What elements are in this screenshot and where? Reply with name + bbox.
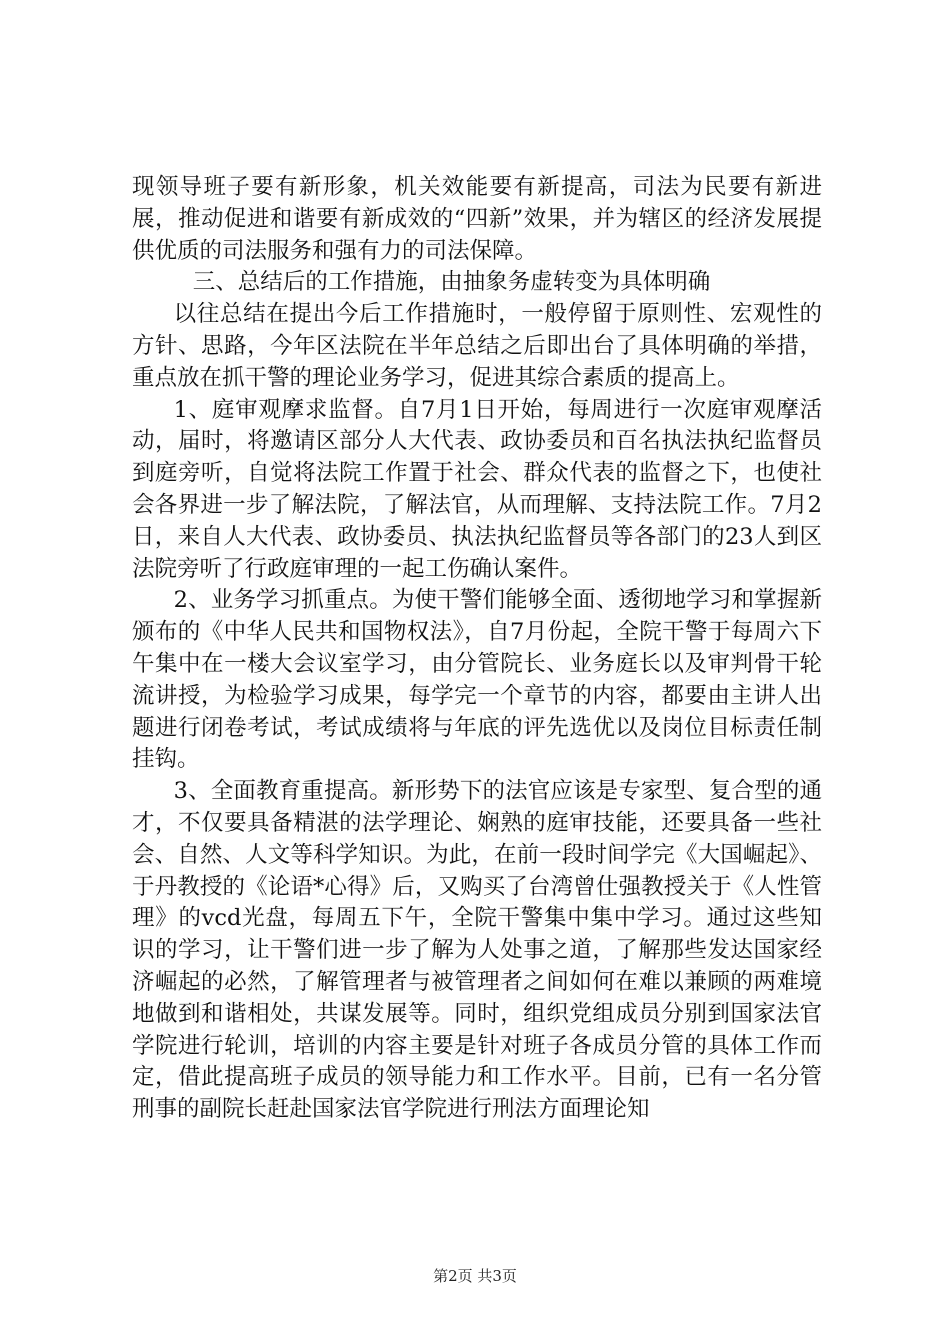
paragraph-item-1: 1、庭审观摩求监督。自7月1日开始，每周进行一次庭审观摩活动，届时，将邀请区部分人大代表、政协委员和百名执法执纪监督员到庭旁听，自觉将法院工作置于社会、群众代表的监督之下，也使社会各界进一步了解法院，了解法官，从而理解、支持法院工作。7月2日，来自人大代表、政协委员、执法执纪监督员等各部门的23人到区法院旁听了行政庭审理的一起工伤确认案件。 xyxy=(132,396,822,582)
paragraph-intro: 以往总结在提出今后工作措施时，一般停留于原则性、宏观性的方针、思路，今年区法院在半年总结之后即出台了具体明确的举措，重点放在抓干警的理论业务学习，促进其综合素质的提高上。 xyxy=(132,301,822,391)
section-heading: 三、总结后的工作措施，由抽象务虚转变为具体明确 xyxy=(192,269,711,296)
paragraph-continuation: 现领导班子要有新形象，机关效能要有新提高，司法为民要有新进展，推动促进和谐要有新成效的“四新”效果，并为辖区的经济发展提供优质的司法服务和强有力的司法保障。 xyxy=(132,174,822,264)
paragraph-item-2: 2、业务学习抓重点。为使干警们能够全面、透彻地学习和掌握新颁布的《中华人民共和国物权法》，自7月份起，全院干警于每周六下午集中在一楼大会议室学习，由分管院长、业务庭长以及审判骨干轮流讲授，为检验学习成果，每学完一个章节的内容，都要由主讲人出题进行闭卷考试，考试成绩将与年底的评先选优以及岗位目标责任制挂钩。 xyxy=(132,587,822,773)
page-footer: 第2页 共3页 xyxy=(433,1267,517,1285)
paragraph-item-3: 3、全面教育重提高。新形势下的法官应该是专家型、复合型的通才，不仅要具备精湛的法学理论、娴熟的庭审技能，还要具备一些社会、自然、人文等科学知识。为此，在前一段时间学完《大国崛起》、于丹教授的《论语*心得》后，又购买了台湾曾仕强教授关于《人性管理》的vcd光盘，每周五下午，全院干警集中集中学习。通过这些知识的学习，让干警们进一步了解为人处事之道，了解那些发达国家经济崛起的必然，了解管理者与被管理者之间如何在难以兼顾的两难境地做到和谐相处，共谋发展等。同时，组织党组成员分别到国家法官学院进行轮训，培训的内容主要是针对班子各成员分管的具体工作而定，借此提高班子成员的领导能力和工作水平。目前，已有一名分管刑事的副院长赶赴国家法官学院进行刑法方面理论知 xyxy=(132,778,822,1123)
document-body xyxy=(132,172,822,1126)
